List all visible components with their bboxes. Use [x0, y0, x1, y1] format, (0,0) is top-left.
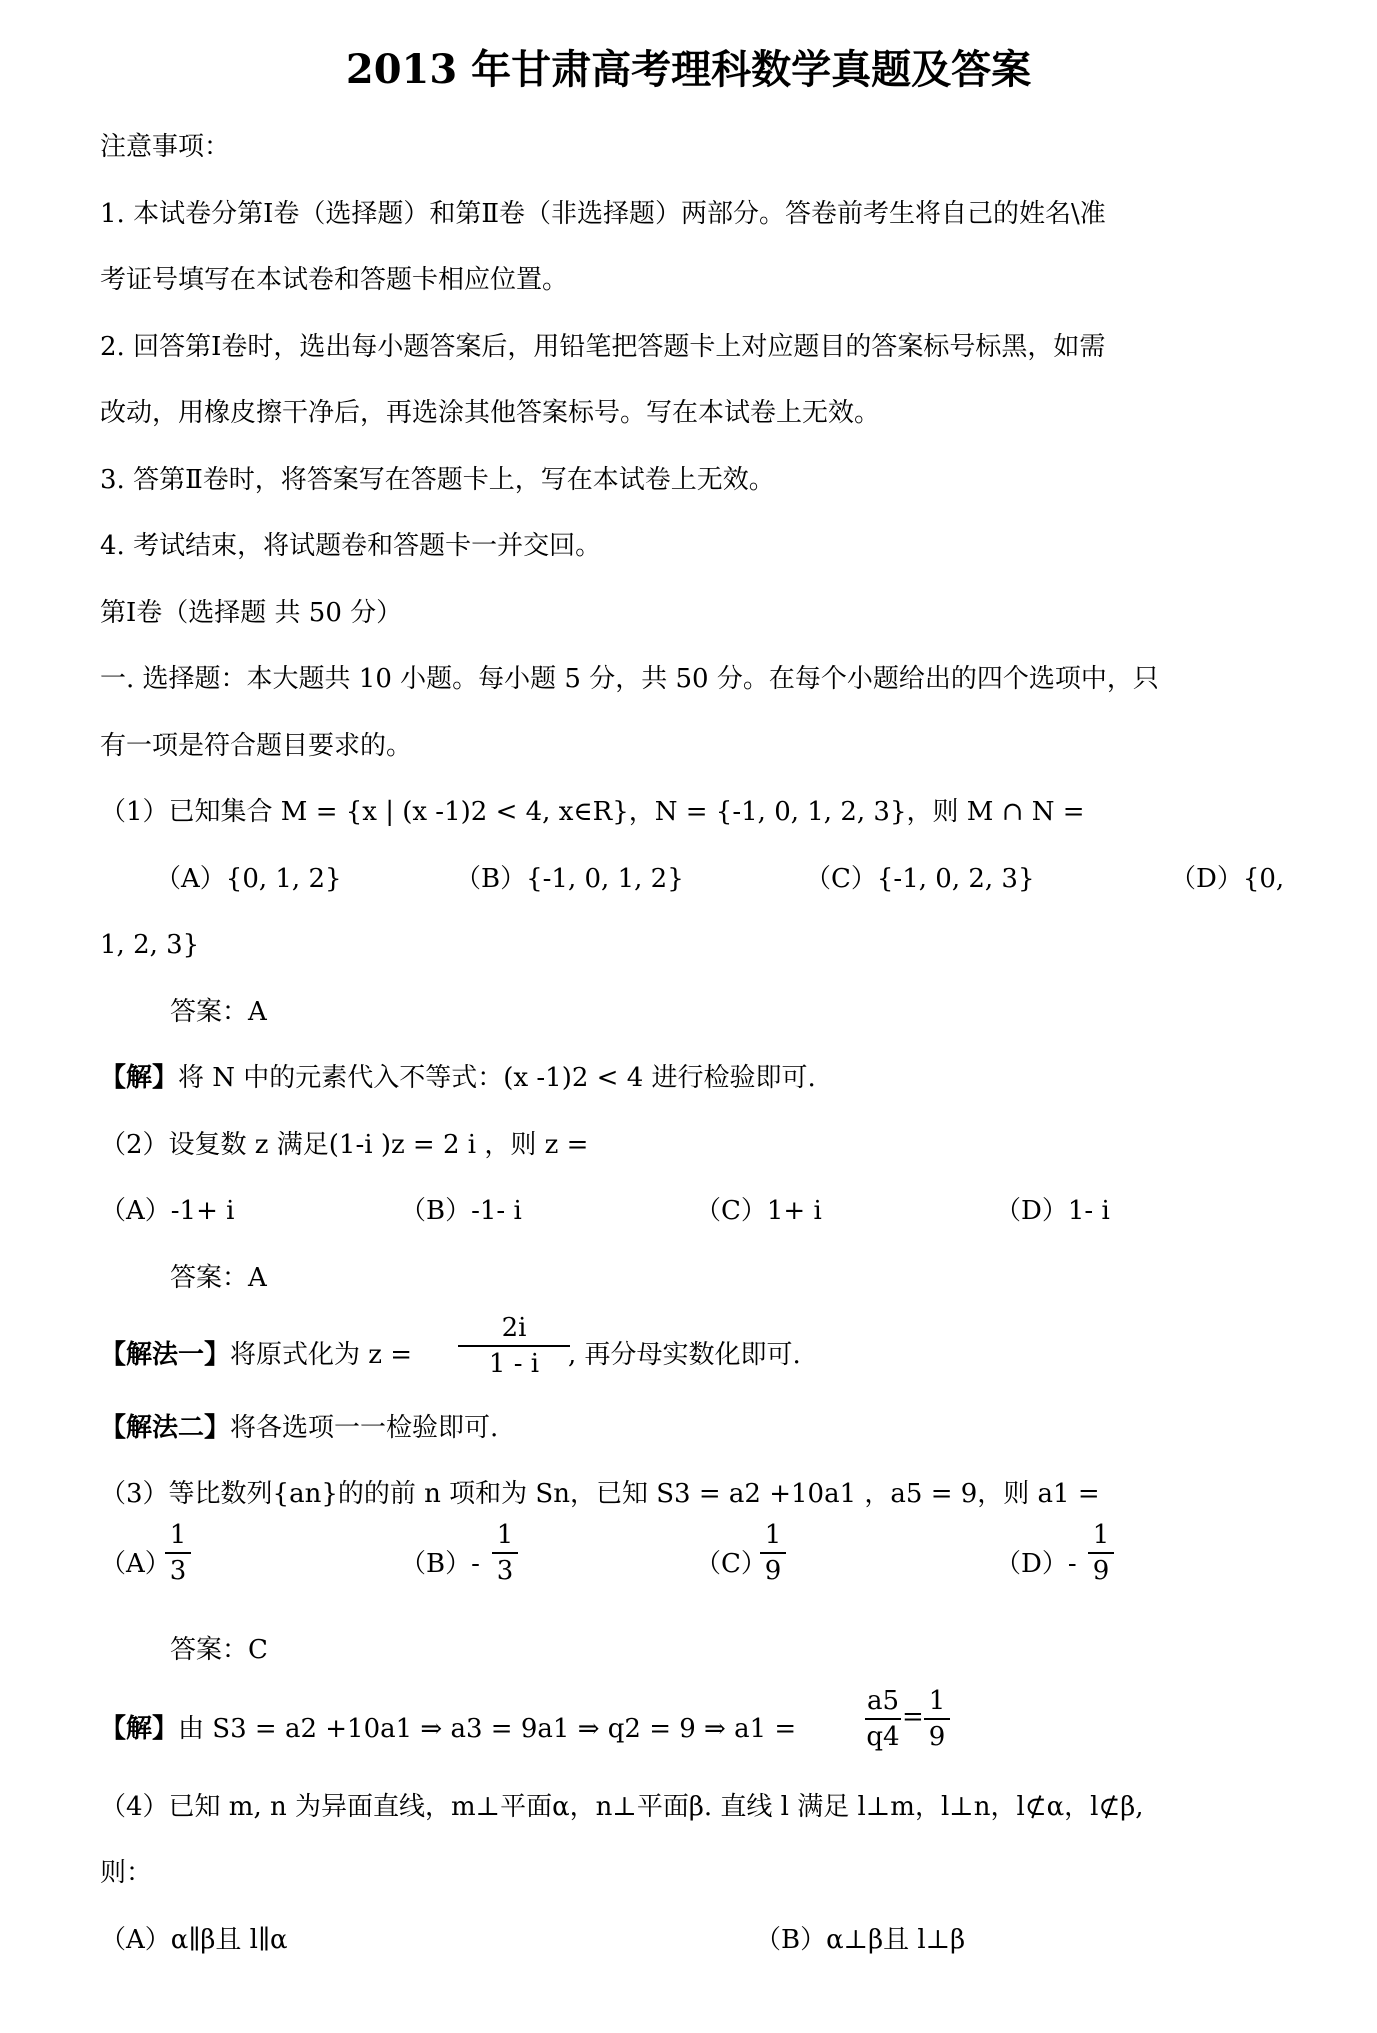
q2-option-a: （A）-1+ i	[100, 1196, 235, 1226]
q3-option-b-numerator: 1	[496, 1520, 514, 1550]
q3-option-a-label: （A）	[100, 1549, 171, 1579]
q2-solution-1-suffix: , 再分母实数化即可.	[568, 1340, 801, 1370]
q1-stem: （1）已知集合 M = {x | (x -1)2 < 4, x∈R}，N = {-1, 0, 1, 2, 3}，则 M ∩ N =	[100, 797, 1085, 827]
q3-solution-fraction-2-denominator: 9	[928, 1722, 946, 1752]
q3-solution-fraction-1-bar	[865, 1718, 901, 1720]
q3-option-b-bar	[492, 1552, 518, 1554]
q2-solution-1	[100, 1338, 412, 1372]
q4-option-a: （A）α∥β且 l∥α	[100, 1925, 288, 1955]
note-2-line-1: 2. 回答第Ⅰ卷时，选出每小题答案后，用铅笔把答题卡上对应题目的答案标号标黑，如需	[100, 332, 1106, 362]
q2-option-c: （C）1+ i	[695, 1196, 822, 1226]
q2-option-d: （D）1- i	[995, 1196, 1110, 1226]
q3-solution	[100, 1712, 796, 1746]
q3-option-c-denominator: 9	[764, 1556, 782, 1586]
q3-option-d-fraction	[1088, 1520, 1114, 1586]
q3-solution-fraction-2-numerator: 1	[928, 1686, 946, 1716]
q1-solution-tag: 【解】	[100, 1063, 179, 1093]
note-1-line-1: 1. 本试卷分第Ⅰ卷（选择题）和第Ⅱ卷（非选择题）两部分。答卷前考生将自己的姓名\准	[100, 199, 1106, 229]
q2-answer: 答案：A	[170, 1263, 267, 1293]
q3-answer: 答案：C	[170, 1635, 268, 1665]
note-3: 3. 答第Ⅱ卷时，将答案写在答题卡上，写在本试卷上无效。	[100, 465, 775, 495]
q2-solution-2-text: 将各选项一一检验即可.	[230, 1413, 499, 1443]
page-title: 2013 年甘肃高考理科数学真题及答案	[345, 46, 1032, 93]
note-2-line-2: 改动，用橡皮擦干净后，再选涂其他答案标号。写在本试卷上无效。	[100, 398, 881, 428]
q3-option-a-denominator: 3	[169, 1556, 187, 1586]
q3-solution-text: 由 S3 = a2 +10a1 ⇒ a3 = 9a1 ⇒ q2 = 9 ⇒ a1 =	[178, 1714, 797, 1744]
notes-heading: 注意事项：	[100, 132, 231, 162]
q3-solution-fraction-1-numerator: a5	[866, 1686, 900, 1716]
note-1-line-2: 考证号填写在本试卷和答题卡相应位置。	[100, 265, 569, 295]
q2-solution-2-tag: 【解法二】	[100, 1413, 231, 1443]
section1-intro-line-1: 一. 选择题：本大题共 10 小题。每小题 5 分，共 50 分。在每个小题给出的四个选项中，只	[100, 664, 1159, 694]
q4-stem-line-1: （4）已知 m, n 为异面直线，m⊥平面α，n⊥平面β. 直线 l 满足 l⊥m，l⊥n，l⊄α，l⊄β,	[100, 1792, 1144, 1822]
q3-option-b-fraction	[492, 1520, 518, 1586]
q2-fraction-numerator: 2i	[501, 1313, 527, 1343]
q2-fraction-denominator: 1 - i	[488, 1349, 540, 1379]
q2-stem: （2）设复数 z 满足(1-i )z = 2 i ，则 z =	[100, 1130, 589, 1160]
q2-solution-2	[100, 1411, 498, 1445]
q3-option-d-denominator: 9	[1092, 1556, 1110, 1586]
q2-solution-1-tag: 【解法一】	[100, 1340, 231, 1370]
q1-option-c: （C）{-1, 0, 2, 3}	[805, 864, 1035, 894]
q2-option-b: （B）-1- i	[400, 1196, 522, 1226]
q3-option-a-bar	[165, 1552, 191, 1554]
q3-solution-fraction-1	[865, 1686, 901, 1752]
q3-option-c-fraction	[760, 1520, 786, 1586]
q3-option-b-denominator: 3	[496, 1556, 514, 1586]
q1-option-b: （B）{-1, 0, 1, 2}	[455, 864, 684, 894]
q3-option-d-bar	[1088, 1552, 1114, 1554]
q3-solution-fraction-2	[924, 1686, 950, 1752]
q1-solution-text: 将 N 中的元素代入不等式：(x -1)2 < 4 进行检验即可.	[178, 1063, 816, 1093]
q3-option-d-label: （D）-	[995, 1549, 1077, 1579]
q4-option-b: （B）α⊥β且 l⊥β	[755, 1925, 966, 1955]
q3-option-b-label: （B）-	[400, 1549, 480, 1579]
q1-option-d: （D）{0,	[1170, 864, 1285, 894]
q1-solution	[100, 1061, 816, 1095]
q2-fraction	[458, 1313, 570, 1379]
q3-solution-fraction-2-bar	[924, 1718, 950, 1720]
part1-heading: 第Ⅰ卷（选择题 共 50 分）	[100, 598, 403, 628]
q2-fraction-bar	[458, 1345, 570, 1347]
q3-solution-tag: 【解】	[100, 1714, 179, 1744]
q4-stem-line-2: 则：	[100, 1858, 153, 1888]
q3-stem: （3）等比数列{an}的的前 n 项和为 Sn，已知 S3 = a2 +10a1 ，a5 = 9，则 a1 =	[100, 1479, 1100, 1509]
q3-option-c-bar	[760, 1552, 786, 1554]
q3-option-c-numerator: 1	[764, 1520, 782, 1550]
q3-option-a-numerator: 1	[169, 1520, 187, 1550]
q3-option-d-numerator: 1	[1092, 1520, 1110, 1550]
q1-option-d-continued: 1, 2, 3}	[100, 930, 200, 960]
section1-intro-line-2: 有一项是符合题目要求的。	[100, 731, 413, 761]
q2-solution-1-prefix: 将原式化为 z =	[230, 1340, 413, 1370]
q3-option-a-fraction	[165, 1520, 191, 1586]
q1-option-a: （A）{0, 1, 2}	[155, 864, 342, 894]
q1-answer: 答案：A	[170, 997, 267, 1027]
q3-solution-equals: =	[902, 1702, 924, 1732]
q3-solution-fraction-1-denominator: q4	[866, 1722, 900, 1752]
q3-option-c-label: （C）	[695, 1549, 767, 1579]
note-4: 4. 考试结束，将试题卷和答题卡一并交回。	[100, 531, 602, 561]
